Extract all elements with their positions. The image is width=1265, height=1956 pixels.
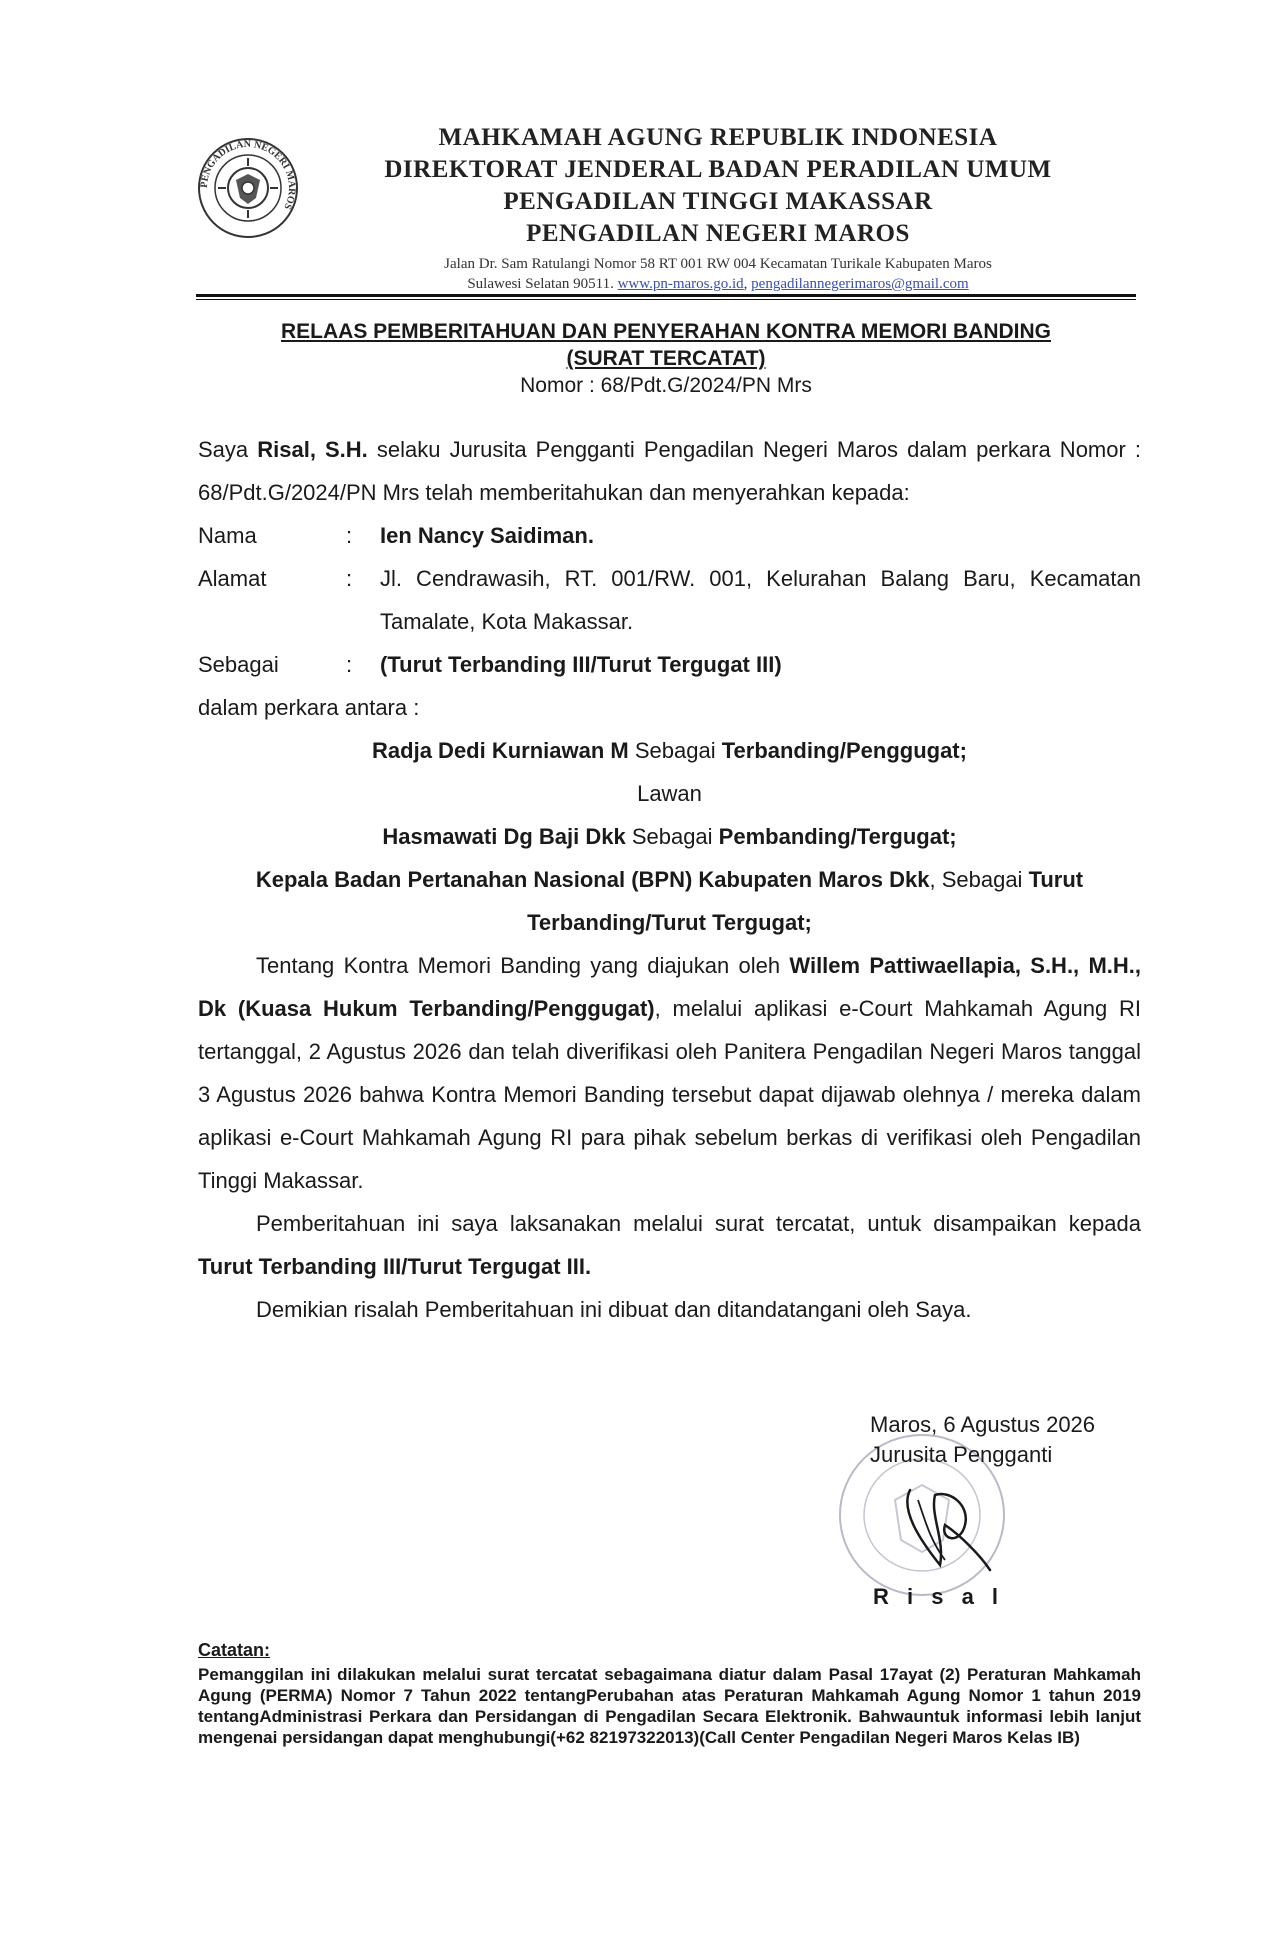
website-link[interactable]: www.pn-maros.go.id xyxy=(617,276,744,292)
contra-text-a: Tentang Kontra Memori Banding yang diajukan oleh xyxy=(256,953,790,978)
nama-colon: : xyxy=(346,523,353,548)
letter-body xyxy=(198,428,1141,1331)
letterhead-divider-thick xyxy=(196,294,1136,297)
recipient-name: Ien Nancy Saidiman. xyxy=(380,523,594,548)
paragraph-intro xyxy=(198,428,1141,514)
address-line-1: Jalan Dr. Sam Ratulangi Nomor 58 RT 001 RW 004 Kecamatan Turikale Kabupaten Maros xyxy=(444,256,992,272)
address-line-2: Sulawesi Selatan 90511. www.pn-maros.go.id, pengadilannegerimaros@gmail.com xyxy=(467,276,969,292)
handwritten-signature-icon xyxy=(890,1470,1000,1580)
recipient-role-row xyxy=(198,643,1141,686)
recipient-address: Jl. Cendrawasih, RT. 001/RW. 001, Kelurahan Balang Baru, Kecamatan Tamalate, Kota Makassar. xyxy=(380,566,1141,634)
email-link[interactable]: pengadilannegerimaros@gmail.com xyxy=(751,276,969,292)
notice-recipient: Turut Terbanding III/Turut Tergugat III. xyxy=(198,1254,592,1279)
letterhead-divider-thin xyxy=(196,299,1136,300)
party-3-mid: , Sebagai xyxy=(929,867,1029,892)
attorney-name: Willem Pattiwaellapia, S.H., M.H., Dk (Kuasa Hukum Terbanding/Penggugat) xyxy=(198,953,1141,1021)
note-heading: Catatan: xyxy=(198,1640,271,1660)
title-line-1: RELAAS PEMBERITAHUAN DAN PENYERAHAN KONTRA MEMORI BANDING xyxy=(280,320,1051,343)
party-1-name: Radja Dedi Kurniawan M xyxy=(372,738,629,763)
recipient-role: (Turut Terbanding III/Turut Tergugat III) xyxy=(380,652,782,677)
sebagai-label: Sebagai xyxy=(198,652,279,677)
notice-text-a: Pemberitahuan ini saya laksanakan melalui surat tercatat, untuk disampaikan kepada xyxy=(256,1211,1141,1236)
paragraph-contra-memory xyxy=(198,944,1141,1202)
party-1-role: Terbanding/Penggugat; xyxy=(721,738,967,763)
intro-text-a: Saya xyxy=(198,437,258,462)
party-1-mid: Sebagai xyxy=(628,738,722,763)
document-number: Nomor : 68/Pdt.G/2024/PN Mrs xyxy=(520,374,812,397)
lawan-label: Lawan xyxy=(637,781,702,806)
letterhead-address xyxy=(300,254,1136,294)
sebagai-colon: : xyxy=(346,652,353,677)
party-3-role: Turut Terbanding/Turut Tergugat; xyxy=(527,867,1084,935)
letterhead-line-4: PENGADILAN NEGERI MAROS xyxy=(526,220,910,247)
party-3-name: Kepala Badan Pertanahan Nasional (BPN) Kabupaten Maros Dkk xyxy=(255,867,930,892)
letterhead-line-3: PENGADILAN TINGGI MAKASSAR xyxy=(503,188,933,215)
signature-place-date: Maros, 6 Agustus 2026 xyxy=(870,1412,1096,1437)
officer-name: Risal, S.H. xyxy=(257,437,368,462)
party-2-role: Pembanding/Tergugat; xyxy=(718,824,957,849)
party-2 xyxy=(198,815,1141,858)
signature-block xyxy=(870,1410,1150,1470)
parties-intro: dalam perkara antara : xyxy=(198,695,420,720)
letterhead-line-1: MAHKAMAH AGUNG REPUBLIK INDONESIA xyxy=(438,124,998,151)
letterhead xyxy=(196,122,1136,300)
paragraph-notice xyxy=(198,1202,1141,1288)
paragraph-closing: Demikian risalah Pemberitahuan ini dibuat dan ditandatangani oleh Saya. xyxy=(256,1297,972,1322)
party-1 xyxy=(198,729,1141,772)
alamat-label: Alamat xyxy=(198,566,267,591)
alamat-colon: : xyxy=(346,566,353,591)
nama-label: Nama xyxy=(198,523,257,548)
party-2-name: Hasmawati Dg Baji Dkk xyxy=(382,824,626,849)
signature-name: R i s a l xyxy=(873,1584,1005,1609)
note-text: Pemanggilan ini dilakukan melalui surat tercatat sebagaimana diatur dalam Pasal 17ayat (2) Peraturan Mahkamah Agung (PERMA) Nomor 7 Tahun 2022 tentangPerubahan atas Peraturan Mahkamah Agung Nomor 1 tahun 2019 tentangAdministrasi Perkara dan Persidangan di Pengadilan Secara Elektronik. Bahwauntuk informasi lebih lanjut mengenai persidangan dapat menghubungi(+62 82197322013)(Call Center Pengadilan Negeri Maros Kelas IB) xyxy=(198,1665,1141,1747)
title-line-2: (SURAT TERCATAT) xyxy=(566,347,766,370)
party-2-mid: Sebagai xyxy=(625,824,719,849)
court-emblem-icon xyxy=(196,136,300,240)
recipient-address-row xyxy=(198,557,1141,643)
letterhead-line-2: DIREKTORAT JENDERAL BADAN PERADILAN UMUM xyxy=(384,156,1052,183)
intro-text-b: selaku Jurusita Pengganti Pengadilan Negeri Maros dalam perkara Nomor : 68/Pdt.G/2024/PN Mrs telah memberitahukan dan menyerahkan kepada: xyxy=(198,437,1142,505)
logo-ring-text: PENGADILAN NEGERI MAROS xyxy=(198,138,298,212)
party-3 xyxy=(198,858,1141,944)
address-region: Sulawesi Selatan 90511. xyxy=(467,276,614,292)
signature-role: Jurusita Pengganti xyxy=(870,1442,1053,1467)
recipient-name-row xyxy=(198,514,1141,557)
contra-text-c: , melalui aplikasi e-Court Mahkamah Agung RI tertanggal, 2 Agustus 2026 dan telah diverifikasi oleh Panitera Pengadilan Negeri Maros tanggal 3 Agustus 2026 bahwa Kontra Memori Banding tersebut dapat dijawab olehnya / mereka dalam aplikasi e-Court Mahkamah Agung RI para pihak sebelum berkas di verifikasi oleh Pengadilan Tinggi Makassar. xyxy=(198,996,1141,1193)
document-title xyxy=(196,318,1136,372)
